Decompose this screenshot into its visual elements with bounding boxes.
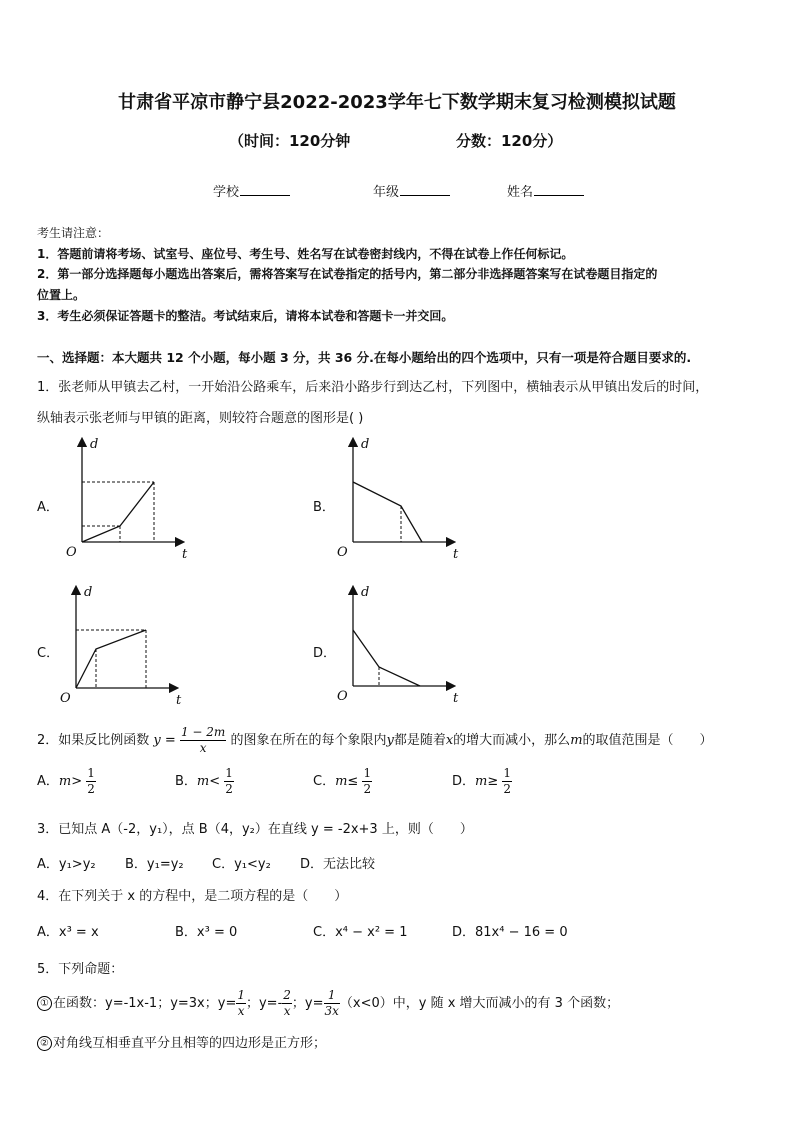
graph-b	[337, 437, 459, 562]
notice-item-1: 1．答题前请将考场、试室号、座位号、考生号、姓名写在试卷密封线内，不得在试卷上作任何标记。	[37, 247, 574, 261]
graph-c-x-label: t	[176, 693, 182, 708]
graph-d	[337, 585, 459, 706]
q3-stem: 3．已知点 A（-2，y₁），点 B（4，y₂）在直线 y = -2x+3 上，则（ ）	[37, 822, 473, 837]
name-label: 姓名	[507, 185, 534, 200]
q3-option-a[interactable]: A．y₁>y₂	[37, 857, 96, 872]
q4-option-a[interactable]: A．x³ = x	[37, 925, 99, 940]
q1-option-c-label[interactable]: C．	[37, 646, 60, 661]
grade-field[interactable]	[373, 181, 450, 200]
graph-d-y-label: d	[361, 585, 370, 600]
graph-b-x-label: t	[453, 547, 459, 562]
page-title: 甘肃省平凉市静宁县2022-2023学年七下数学期末复习检测模拟试题	[118, 92, 676, 113]
q3-option-c[interactable]: C．y₁<y₂	[212, 857, 271, 872]
q3-option-d[interactable]: D．无法比较	[300, 857, 376, 872]
school-label: 学校	[213, 185, 240, 200]
q5-stem: 5．下列命题：	[37, 962, 124, 977]
exam-score: 分数：120分）	[456, 132, 563, 150]
graph-d-x-label: t	[453, 691, 459, 706]
graph-a	[66, 437, 188, 562]
exam-time: （时间：120分钟	[229, 132, 351, 150]
q2-option-b[interactable]: B．m< $\frac{1}{2}$	[175, 766, 233, 796]
q3-option-b[interactable]: B．y₁=y₂	[125, 857, 184, 872]
q5-item-2: ② 对角线互相垂直平分且相等的四边形是正方形；	[37, 1032, 326, 1051]
notice-item-2: 2．第一部分选择题每小题选出答案后，需将答案写在试卷指定的括号内，第二部分非选择题答案写在试卷题目指定的	[37, 267, 658, 281]
graph-c-y-label: d	[84, 585, 93, 600]
name-blank[interactable]	[534, 182, 584, 196]
q2-stem: 2．如果反比例函数 y = $\frac{1 - 2m}{x}$ 的图象在所在的每个象限内y都是随着x的增大而减小，那么m的取值范围是（ ）	[37, 725, 713, 755]
q1-line1: 1．张老师从甲镇去乙村，一开始沿公路乘车，后来沿小路步行到达乙村，下列图中，横轴表示从甲镇出发后的时间，	[37, 380, 709, 395]
q1-option-a-label[interactable]: A．	[37, 500, 59, 515]
q4-option-d[interactable]: D．81x⁴ − 16 = 0	[452, 925, 568, 940]
q5-item-1: ① 在函数：y=-1x-1；y=3x；y= $\frac{1}{x}$ ；y=- $\frac{2}{x}$ ；y= $\frac{1}{3x}$ （x<0）中，y 随 x 增大而减小的有 3 个函数；	[37, 988, 619, 1020]
grade-label: 年级	[373, 185, 400, 200]
graph-b-y-label: d	[361, 437, 370, 452]
school-field[interactable]	[213, 181, 290, 200]
q1-option-b-label[interactable]: B．	[313, 500, 335, 515]
graph-c-origin: O	[60, 691, 71, 706]
q2-fraction: $\frac{1 - 2m}{x}$	[180, 725, 226, 755]
graph-a-y-label: d	[90, 437, 99, 452]
q4-option-c[interactable]: C．x⁴ − x² = 1	[313, 925, 408, 940]
q2-option-c[interactable]: C．m≤ $\frac{1}{2}$	[313, 766, 372, 796]
graph-c	[60, 585, 182, 708]
q2-option-d[interactable]: D．m≥ $\frac{1}{2}$	[452, 766, 512, 796]
q1-option-d-label[interactable]: D．	[313, 646, 337, 661]
graph-b-origin: O	[337, 545, 348, 560]
q2-option-a[interactable]: A．m> $\frac{1}{2}$	[37, 766, 95, 796]
q4-option-b[interactable]: B．x³ = 0	[175, 925, 238, 940]
school-blank[interactable]	[240, 182, 290, 196]
name-field[interactable]	[507, 181, 584, 200]
q1-graphs	[0, 430, 794, 720]
section-heading: 一、选择题：本大题共 12 个小题，每小题 3 分，共 36 分.在每小题给出的四个选项中，只有一项是符合题目要求的.	[37, 350, 692, 365]
q5-mark-1: ①	[37, 996, 52, 1011]
notice-item-3: 3．考生必须保证答题卡的整洁。考试结束后，请将本试卷和答题卡一并交回。	[37, 309, 454, 323]
q1-line2: 纵轴表示张老师与甲镇的距离，则较符合题意的图形是( )	[37, 411, 364, 426]
q4-stem: 4．在下列关于 x 的方程中，是二项方程的是（ ）	[37, 889, 348, 904]
graph-d-origin: O	[337, 689, 348, 704]
notice-item-2-cont: 位置上。	[37, 288, 86, 302]
graph-a-x-label: t	[182, 547, 188, 562]
grade-blank[interactable]	[400, 182, 450, 196]
q5-mark-2: ②	[37, 1036, 52, 1051]
graph-a-origin: O	[66, 545, 77, 560]
notice-heading: 考生请注意：	[37, 226, 110, 240]
